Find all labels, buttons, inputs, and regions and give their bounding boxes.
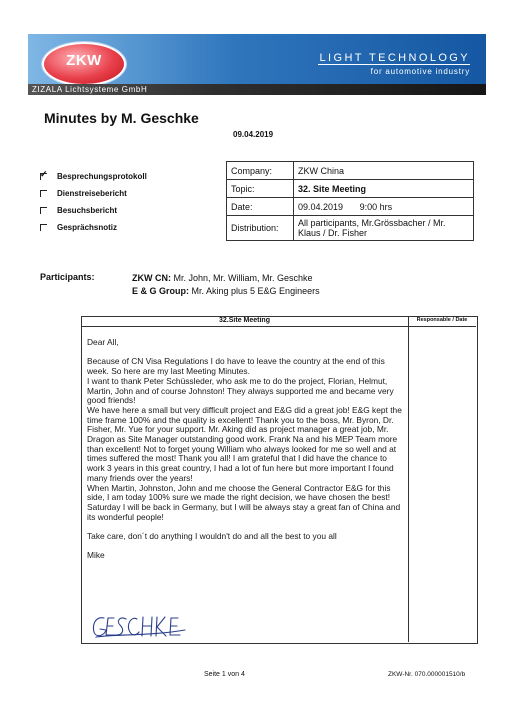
participants-label: Participants: bbox=[40, 272, 95, 282]
letter-paragraph: Because of CN Visa Regulations I do have to leave the country at the end of this week. So here are my last Meeting Minutes. bbox=[87, 356, 385, 377]
letter-paragraph: We have here a small but very difficult project and E&G did a great job! E&G kept the time frame 100% and the quality is excellent! Thank you to the boss, Mr. Byron, Dr. Fisher, Mr. Yue for your support. Mr. Aking did as project manager a great job, Mr. Dragon as Site Manager outstanding good work. Frank Na and his MEP Team more than excellent! Not to forget young William who always looked for me so well and at times suffered the most! Thank you all! I am grateful that I did have the chance to work 3 years in this great country, I had a lot of fun here but more important I found many friends over the years! bbox=[87, 404, 402, 483]
distribution-label: Distribution: bbox=[227, 216, 294, 241]
date-label: Date: bbox=[227, 198, 294, 216]
group-name: ZKW CN: bbox=[132, 273, 171, 283]
info-row-date bbox=[227, 198, 474, 216]
topic-label: Topic: bbox=[227, 180, 294, 198]
group-name: E & G Group: bbox=[132, 286, 189, 296]
participants-group-zkw bbox=[132, 272, 320, 285]
page-number: Seite 1 von 4 bbox=[204, 671, 245, 678]
group-members: Mr. Aking plus 5 E&G Engineers bbox=[191, 286, 320, 296]
check-label: Dienstreisebericht bbox=[57, 189, 127, 198]
checkbox[interactable] bbox=[40, 190, 47, 197]
check-item-besprechungsprotokoll bbox=[40, 168, 147, 185]
date-value: 09.04.2019 bbox=[298, 201, 344, 212]
distribution-value: All participants, Mr.Grössbacher / Mr. Klaus / Dr. Fisher bbox=[294, 216, 474, 241]
responsible-date-header: Responsable / Date bbox=[416, 317, 468, 323]
checkbox[interactable] bbox=[40, 207, 47, 214]
letter-paragraph: Saturday I will be back in Germany, but I will be always stay a great fan of China and its wonderful people! bbox=[87, 501, 401, 522]
report-type-checklist bbox=[40, 168, 147, 236]
checkbox-checked[interactable] bbox=[40, 169, 48, 180]
document-number: ZKW-Nr. 070.000001510/b bbox=[388, 671, 466, 678]
check-label: Besuchsbericht bbox=[57, 206, 118, 215]
company-label: Company: bbox=[227, 162, 294, 180]
participants-group-eg bbox=[132, 285, 320, 298]
date-value-cell bbox=[294, 198, 474, 216]
letter-paragraph: I want to thank Peter Schüssleder, who ask me to do the project, Florian, Helmut, Martin, John and of course Johnston! They always supported me and became very good friends! bbox=[87, 375, 394, 406]
handwritten-signature bbox=[90, 610, 190, 640]
meeting-info-table bbox=[226, 161, 474, 241]
meeting-letter bbox=[87, 338, 405, 561]
info-row-company bbox=[227, 162, 474, 180]
salutation: Dear All, bbox=[87, 337, 119, 347]
tagline-main: LIGHT TECHNOLOGY bbox=[319, 52, 470, 64]
group-members: Mr. John, Mr. William, Mr. Geschke bbox=[173, 273, 313, 283]
letter-paragraph: When Martin, Johnston, John and me choose the General Contractor E&G for this side, I am today 100% sure we made the right decision, we have chosen the best! bbox=[87, 482, 391, 503]
info-row-topic bbox=[227, 180, 474, 198]
check-label: Besprechungsprotokoll bbox=[57, 172, 147, 181]
document-title: Minutes by M. Geschke bbox=[44, 110, 199, 126]
topic-value: 32. Site Meeting bbox=[294, 180, 474, 198]
checkmark-icon: ✓ bbox=[40, 169, 48, 179]
signoff-name: Mike bbox=[87, 550, 105, 561]
document-date: 09.04.2019 bbox=[233, 130, 274, 139]
checkbox[interactable] bbox=[40, 224, 47, 231]
company-strip-text: ZIZALA Lichtsysteme GmbH bbox=[32, 85, 148, 94]
info-row-distribution bbox=[227, 216, 474, 241]
meeting-notes-title: 32.Site Meeting bbox=[219, 317, 270, 324]
participants-list bbox=[132, 272, 320, 298]
tagline-divider bbox=[318, 64, 470, 65]
closing-line: Take care, don´t do anything I wouldn't do and all the best to you all bbox=[87, 531, 337, 542]
check-item-besuchsbericht bbox=[40, 202, 147, 219]
logo-text: ZKW bbox=[66, 52, 102, 69]
tagline-sub: for automotive industry bbox=[370, 67, 470, 76]
check-item-gespraechsnotiz bbox=[40, 219, 147, 236]
check-label: Gesprächsnotiz bbox=[57, 223, 118, 232]
company-value: ZKW China bbox=[294, 162, 474, 180]
time-value: 9:00 hrs bbox=[359, 201, 393, 212]
column-divider bbox=[408, 316, 409, 642]
check-item-dienstreisebericht bbox=[40, 185, 147, 202]
